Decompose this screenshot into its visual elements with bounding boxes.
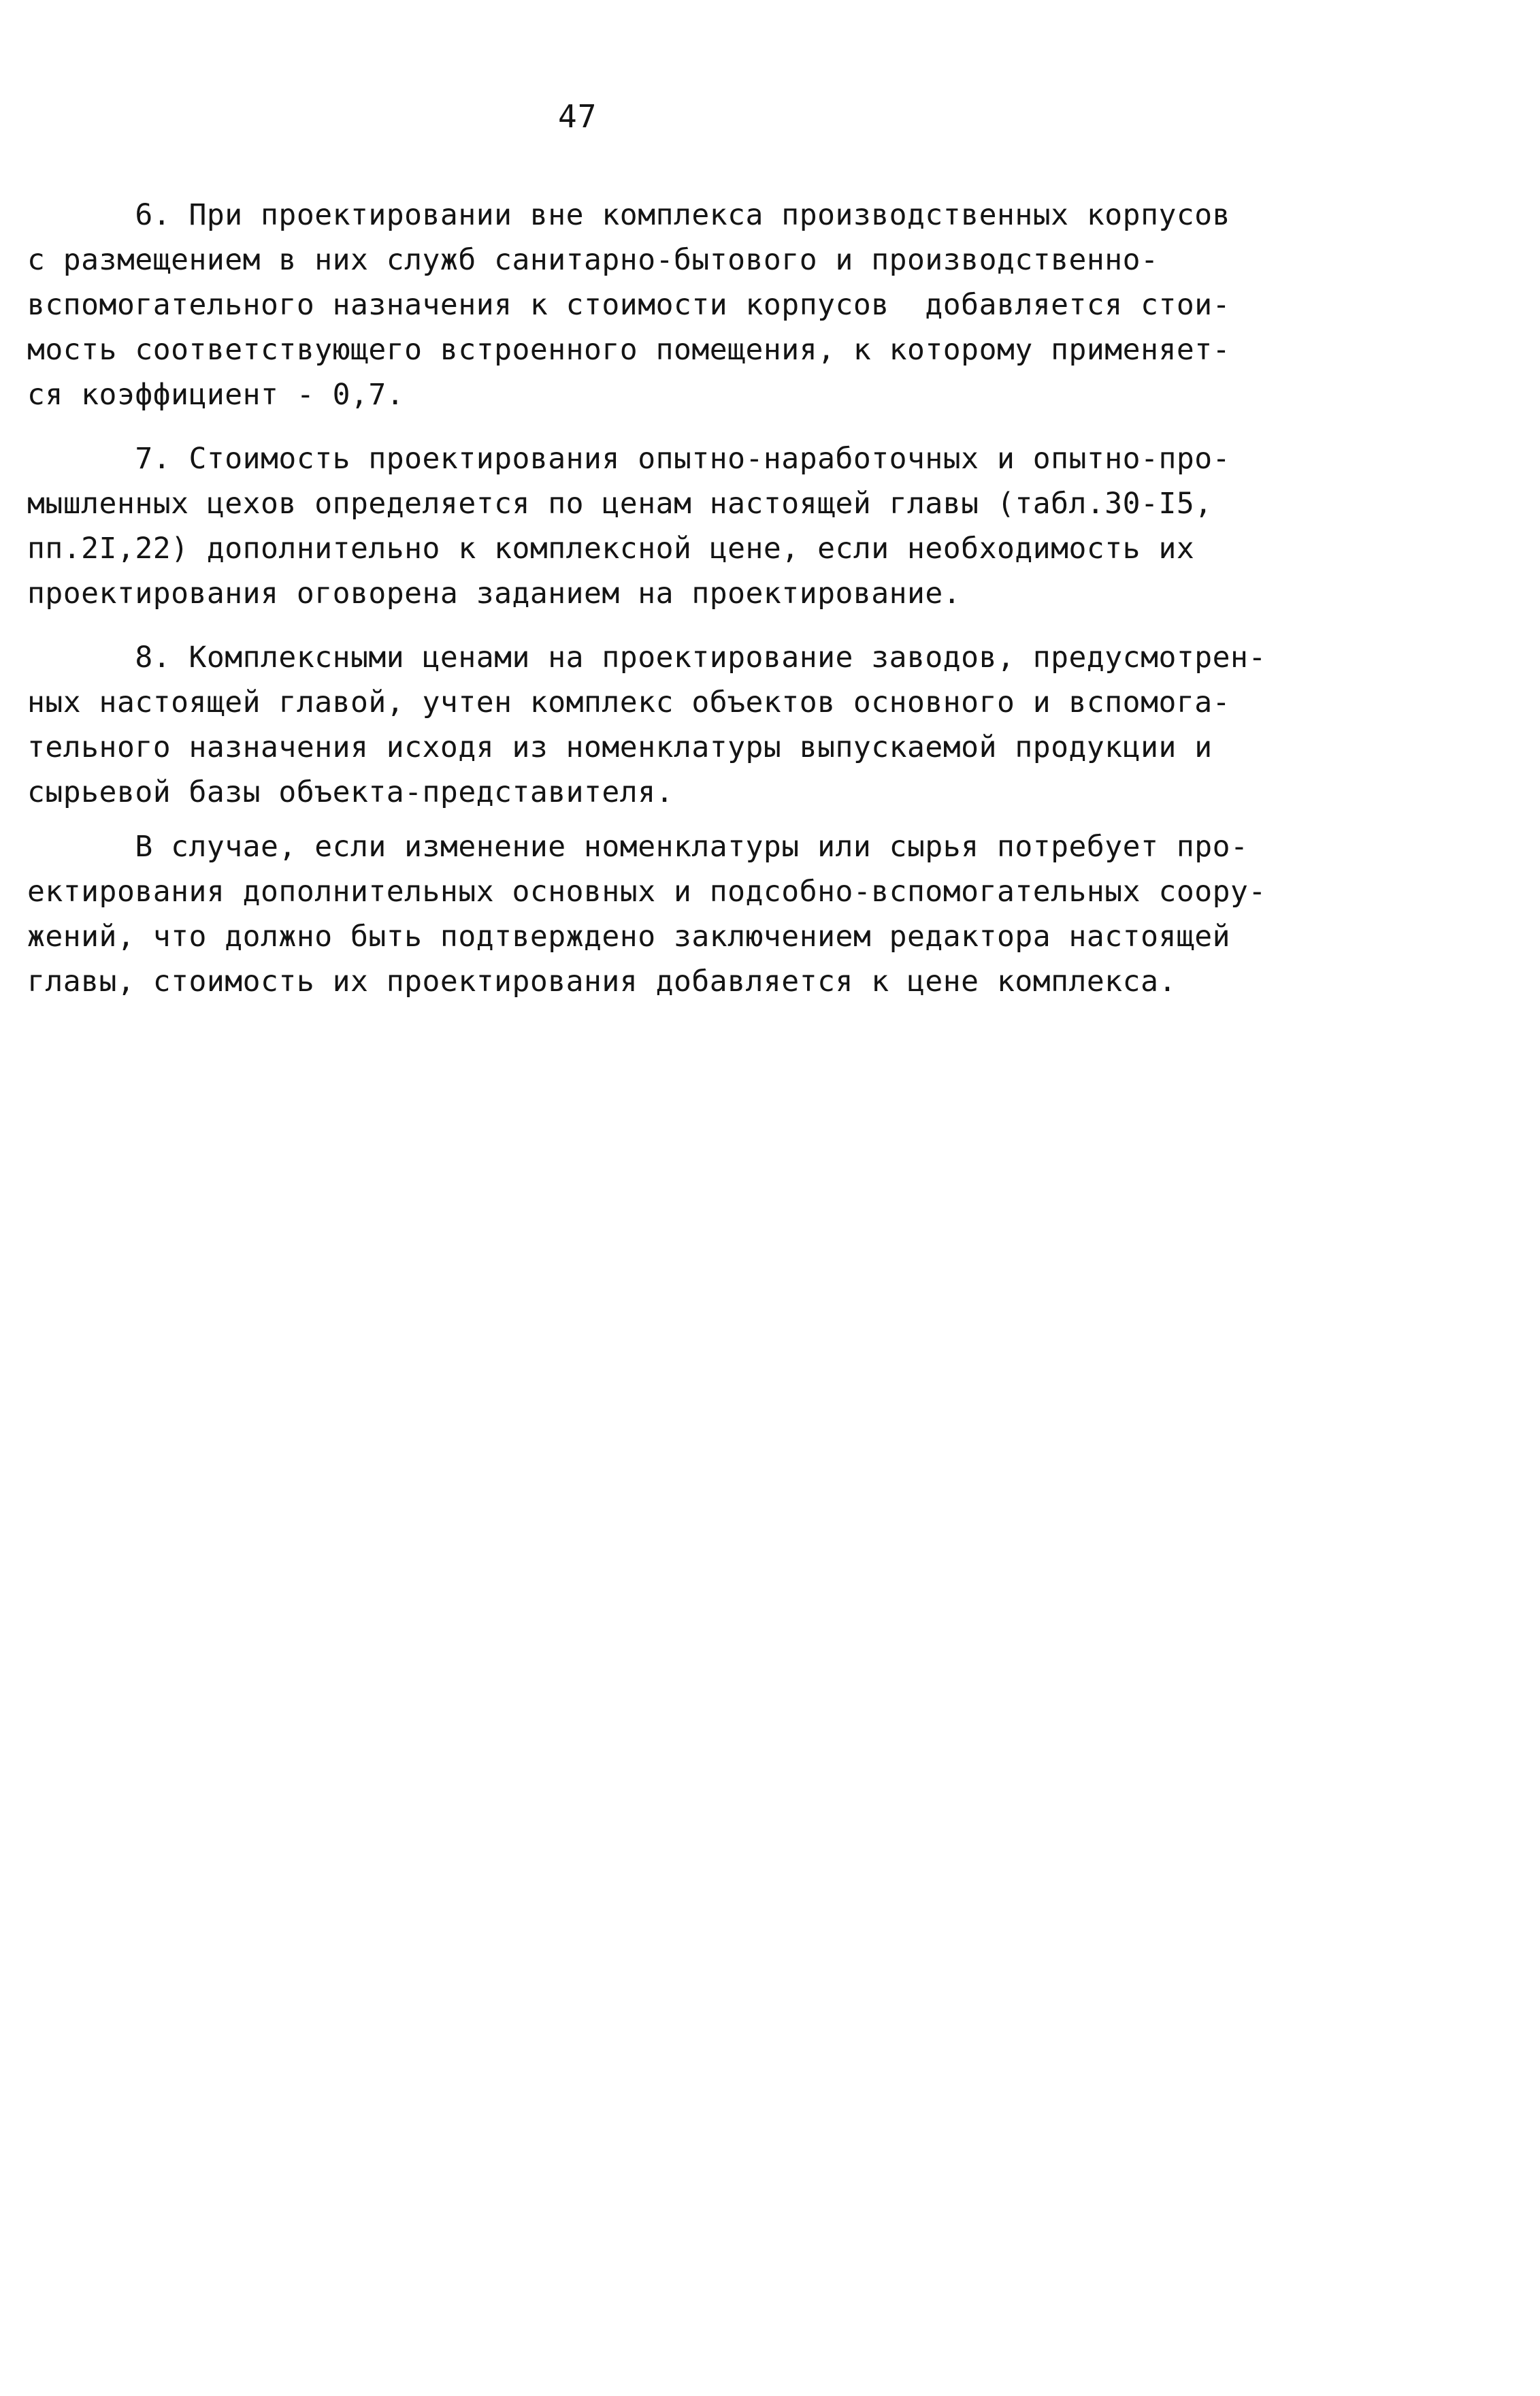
text-line: мость соответствующего встроенного помещения, к которому применяет- [27, 333, 1231, 367]
text-line: главы, стоимость их проектирования добавляется к цене комплекса. [27, 965, 1177, 999]
text-line: тельного назначения исходя из номенклатуры выпускаемой продукции и [27, 730, 1213, 764]
text-line: сырьевой базы объекта-представителя. [27, 775, 674, 809]
paragraph-item-6 [27, 193, 1347, 417]
paragraph-item-8-continued [27, 824, 1347, 1004]
text-line: ных настоящей главой, учтен комплекс объектов основного и вспомога- [27, 685, 1231, 719]
body-text [27, 193, 1347, 1023]
text-line: 7. Стоимость проектирования опытно-наработочных и опытно-про- [27, 442, 1231, 476]
text-line: пп.2I,22) дополнительно к комплексной цене, если необходимость их [27, 532, 1195, 566]
text-line: жений, что должно быть подтверждено заключением редактора настоящей [27, 920, 1231, 954]
paragraph-item-7 [27, 436, 1347, 616]
text-line: В случае, если изменение номенклатуры или сырья потребует про- [27, 830, 1249, 864]
text-line: с размещением в них служб санитарно-бытового и производственно- [27, 243, 1159, 277]
text-line: вспомогательного назначения к стоимости корпусов добавляется стои- [27, 288, 1231, 322]
text-line: мышленных цехов определяется по ценам настоящей главы (табл.30-I5, [27, 487, 1213, 521]
paragraph-item-8 [27, 635, 1347, 815]
text-line: ся коэффициент - 0,7. [27, 378, 405, 412]
page-number: 47 [558, 98, 597, 135]
text-line: ектирования дополнительных основных и подсобно-вспомогательных соору- [27, 875, 1266, 909]
text-line: 8. Комплексными ценами на проектирование заводов, предусмотрен- [27, 641, 1266, 675]
text-line: 6. При проектировании вне комплекса производственных корпусов [27, 198, 1231, 232]
text-line: проектирования оговорена заданием на проектирование. [27, 577, 962, 611]
